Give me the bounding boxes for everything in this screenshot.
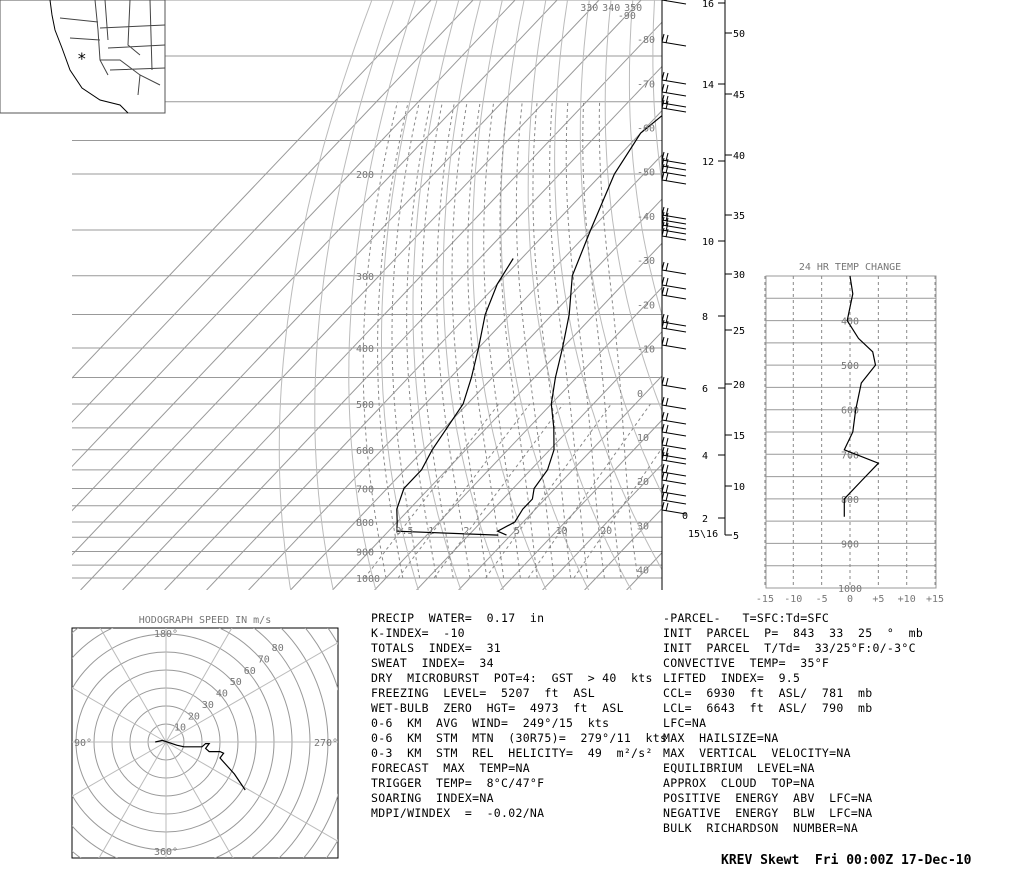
tc-x-label: +15 [926, 594, 945, 605]
wind-barb [662, 0, 686, 4]
theta-label: 330 [580, 3, 599, 14]
wind-barb [662, 397, 686, 409]
pressure-label: 1000 [356, 574, 381, 585]
wind-barb [662, 314, 686, 326]
pressure-label: 300 [356, 271, 375, 283]
wind-barb [662, 262, 686, 274]
pressure-label: 900 [356, 547, 375, 559]
pressure-label: 200 [356, 169, 375, 181]
sounding-footer-title: KREV Skewt Fri 00:00Z 17-Dec-10 [721, 853, 972, 868]
pressure-label: 400 [356, 343, 375, 355]
mixing-ratio-label: 5 [513, 526, 520, 537]
parcel-index-line: CCL= 6930 ft ASL/ 781 mb [663, 686, 873, 700]
hodo-ring-label: 20 [187, 711, 200, 723]
kft-label: 5 [733, 531, 740, 542]
index-line: TRIGGER TEMP= 8°C/47°F [371, 776, 545, 790]
isotherm-label: -60 [637, 123, 656, 135]
parcel-index-line: CONVECTIVE TEMP= 35°F [663, 656, 830, 670]
index-line: PRECIP WATER= 0.17 in [371, 611, 545, 625]
index-line: FORECAST MAX TEMP=NA [371, 761, 530, 775]
wind-barb [662, 337, 686, 349]
tc-p-label: 900 [840, 539, 860, 551]
wind-barb [662, 152, 686, 164]
hodo-dir-270: 270° [314, 738, 339, 749]
isotherm-label: -90 [617, 11, 636, 22]
height-axis-ticks [702, 0, 745, 542]
index-line: SWEAT INDEX= 34 [371, 656, 494, 670]
km-label: 10 [702, 237, 715, 248]
kft-label: 35 [733, 211, 746, 222]
tc-x-label: -10 [784, 594, 803, 605]
mixing-ratio-label: 10 [555, 526, 568, 537]
mixing-ratio-label: 20 [600, 526, 613, 537]
surface-speed-label: 0 [682, 511, 689, 522]
wind-barb [662, 207, 686, 219]
km-label: 16 [702, 0, 715, 10]
theta-label: 340 [602, 3, 621, 14]
tc-p-label: 600 [840, 405, 860, 417]
mixing-ratio-label: 0.5 [395, 526, 414, 537]
wind-barb [662, 84, 686, 96]
wind-barbs [662, 0, 686, 514]
wind-barb [662, 424, 686, 436]
index-line: MDPI/WINDEX = -0.02/NA [371, 806, 545, 820]
wind-barb [662, 158, 686, 170]
wind-barb [662, 320, 686, 332]
parcel-index-line: LCL= 6643 ft ASL/ 790 mb [663, 701, 873, 715]
isotherm-label: -80 [637, 35, 656, 47]
wind-barb [662, 164, 686, 176]
kft-label: 15 [733, 431, 746, 442]
index-line: 0-6 KM AVG WIND= 249°/15 kts [371, 716, 610, 730]
tc-p-label: 400 [840, 316, 860, 328]
pressure-label: 800 [356, 517, 375, 529]
indices-left-block [371, 611, 667, 821]
kft-label: 50 [733, 29, 746, 40]
isotherm-label: 0 [637, 388, 644, 400]
wind-barb [662, 412, 686, 424]
index-line: FREEZING LEVEL= 5207 ft ASL [371, 686, 595, 700]
pressure-label: 500 [356, 400, 375, 412]
kft-label: 40 [733, 151, 746, 162]
parcel-index-line: MAX VERTICAL VELOCITY=NA [663, 746, 851, 760]
station-marker: * [77, 49, 87, 68]
index-line: WET-BULB ZERO HGT= 4973 ft ASL [371, 701, 624, 715]
index-line: 0-6 KM STM MTN (30R75)= 279°/11 kts [371, 731, 668, 745]
parcel-index-line: LFC=NA [663, 716, 707, 730]
km-label: 4 [702, 451, 709, 462]
kft-label: 45 [733, 90, 746, 101]
wind-barb [662, 484, 686, 496]
isotherm-label: -70 [637, 79, 656, 91]
wind-barb [662, 437, 686, 449]
hodo-dir-90: 90° [74, 738, 93, 749]
index-line: SOARING INDEX=NA [371, 791, 494, 805]
tc-p-label: 700 [840, 450, 860, 462]
kft-label: 30 [733, 270, 746, 281]
parcel-index-line: INIT PARCEL P= 843 33 25 ° mb [663, 626, 924, 640]
index-line: DRY MICROBURST POT=4: GST > 40 kts [371, 671, 653, 685]
isotherm-label: -30 [637, 256, 656, 268]
isotherm-label: -40 [637, 211, 656, 223]
parcel-index-line: BULK RICHARDSON NUMBER=NA [663, 821, 859, 835]
index-line: K-INDEX= -10 [371, 626, 465, 640]
hodo-dir-180: 180° [153, 629, 179, 640]
hodo-ring-label: 40 [215, 688, 228, 700]
tc-p-label: 500 [840, 361, 860, 373]
wind-barb [662, 464, 686, 476]
surface-wind-label: 15\16 [688, 529, 719, 540]
tc-x-label: -5 [815, 594, 828, 605]
index-line: TOTALS INDEX= 31 [371, 641, 502, 655]
hodo-dir-360: 360° [153, 847, 179, 858]
isotherm-label: 20 [637, 477, 650, 489]
parcel-index-line: -PARCEL- T=SFC:Td=SFC [663, 611, 830, 625]
hodo-ring-label: 30 [201, 699, 214, 711]
parcel-index-line: LIFTED INDEX= 9.5 [663, 671, 801, 685]
wind-barb [662, 95, 686, 107]
pressure-label: 700 [356, 484, 375, 496]
hodo-ring-label: 60 [243, 665, 256, 677]
wind-barb [662, 277, 686, 289]
hodo-ring-label: 50 [229, 677, 242, 689]
isotherm-label: -50 [637, 167, 656, 179]
temp-change-title: 24 HR TEMP CHANGE [798, 262, 902, 273]
parcel-index-line: EQUILIBRIUM LEVEL=NA [663, 761, 815, 775]
wind-barb [662, 72, 686, 84]
mixing-ratio-label: 2 [463, 526, 470, 537]
indices-right-block [663, 611, 923, 836]
parcel-index-line: NEGATIVE ENERGY BLW LFC=NA [663, 806, 873, 820]
kft-label: 10 [733, 482, 746, 493]
tc-x-label: +10 [897, 594, 916, 605]
wind-barb [662, 34, 686, 46]
theta-label: 350 [624, 3, 643, 14]
wind-barb [662, 228, 686, 240]
hodo-ring-label: 70 [257, 654, 270, 666]
hodo-ring-label: 80 [271, 643, 284, 655]
kft-label: 20 [733, 380, 746, 391]
tc-x-label: 0 [846, 594, 854, 605]
km-label: 12 [702, 157, 715, 168]
hodograph-title: HODOGRAPH SPEED IN m/s [138, 615, 272, 626]
mixing-ratio-label: 1 [428, 526, 435, 537]
isotherm-label: 30 [637, 521, 650, 533]
pressure-label: 600 [356, 445, 375, 457]
parcel-index-line: INIT PARCEL T/Td= 33/25°F:0/-3°C [663, 641, 916, 655]
isotherm-label: -20 [637, 300, 656, 312]
tc-p-label: 800 [840, 494, 860, 506]
isotherm-label: -10 [637, 344, 656, 356]
parcel-index-line: MAX HAILSIZE=NA [663, 731, 779, 745]
km-label: 2 [702, 514, 709, 525]
parcel-index-line: POSITIVE ENERGY ABV LFC=NA [663, 791, 873, 805]
wind-barb [662, 377, 686, 389]
temp-change-panel [756, 262, 944, 605]
tc-p-label: 1000 [837, 584, 863, 595]
index-line: 0-3 KM STM REL HELICITY= 49 m²/s² [371, 746, 653, 760]
km-label: 14 [702, 80, 715, 91]
km-label: 6 [702, 384, 709, 395]
kft-label: 25 [733, 326, 746, 337]
tc-x-label: +5 [872, 594, 885, 605]
isotherm-label: 10 [637, 433, 650, 444]
parcel-index-line: APPROX CLOUD TOP=NA [663, 776, 815, 790]
hodo-ring-label: 10 [173, 722, 186, 734]
tc-x-label: -15 [755, 594, 774, 605]
isotherm-label: 40 [637, 565, 650, 577]
inset-map [0, 0, 165, 113]
km-label: 8 [702, 312, 709, 323]
